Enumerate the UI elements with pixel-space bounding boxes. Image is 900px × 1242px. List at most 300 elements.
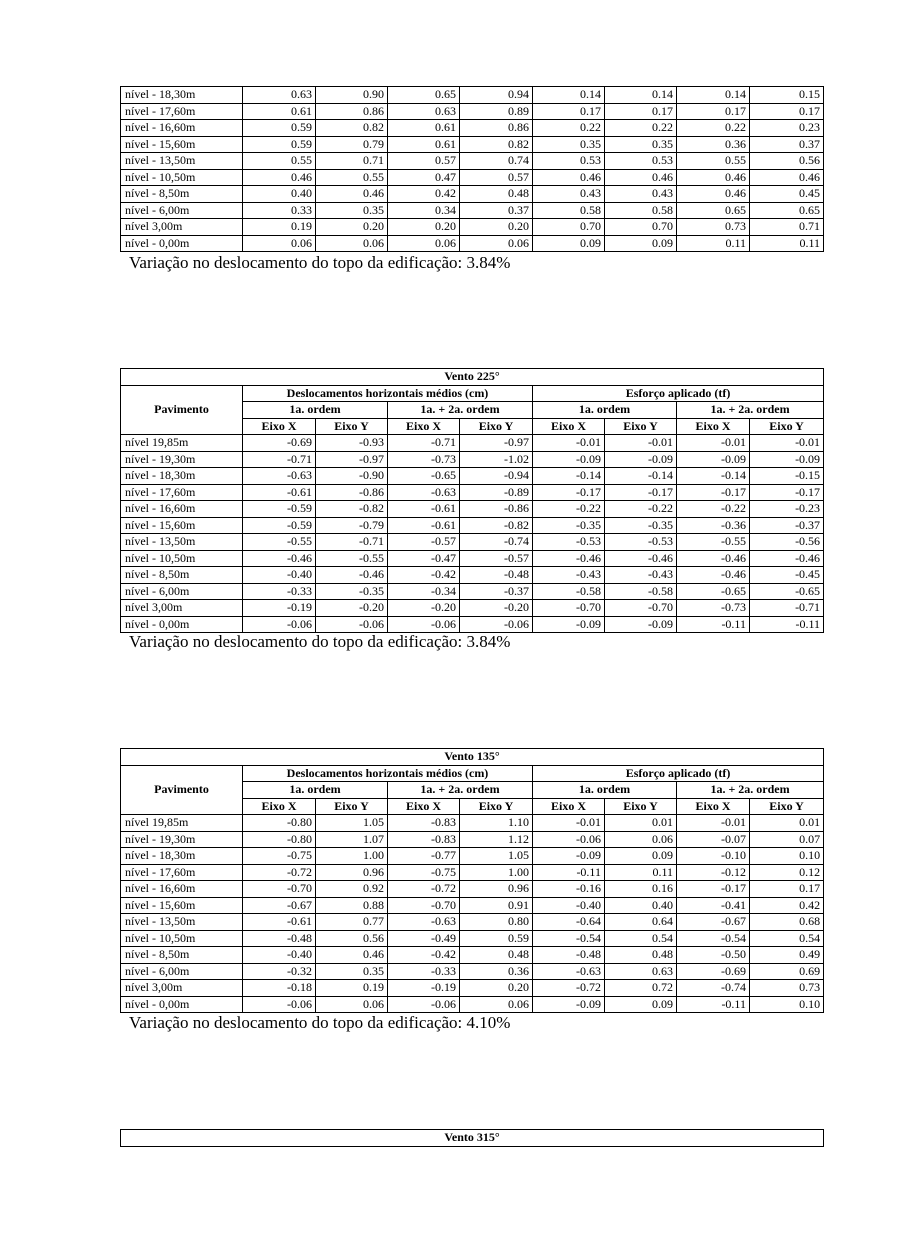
value-cell: -0.56 [750, 534, 824, 551]
table-row [121, 501, 824, 518]
value-cell: 0.36 [677, 136, 750, 153]
value-cell: -0.06 [388, 996, 460, 1013]
force-order1-header: 1a. ordem [533, 402, 677, 419]
table-row [121, 550, 824, 567]
value-cell: -0.09 [677, 451, 750, 468]
value-cell: 0.17 [605, 103, 677, 120]
value-cell: 0.71 [316, 153, 388, 170]
table-row [121, 583, 824, 600]
value-cell: 0.55 [677, 153, 750, 170]
value-cell: -0.46 [677, 550, 750, 567]
value-cell: 0.61 [388, 136, 460, 153]
value-cell: -0.69 [243, 435, 316, 452]
level-cell: nível - 15,60m [121, 517, 243, 534]
value-cell: -0.09 [605, 616, 677, 633]
value-cell: -0.19 [388, 980, 460, 997]
level-cell: nível 3,00m [121, 219, 243, 236]
value-cell: 0.10 [750, 996, 824, 1013]
axis-x-header: Eixo X [388, 798, 460, 815]
value-cell: 0.63 [388, 103, 460, 120]
value-cell: -0.01 [533, 815, 605, 832]
value-cell: 0.89 [460, 103, 533, 120]
value-cell: -0.65 [677, 583, 750, 600]
value-cell: 0.37 [460, 202, 533, 219]
value-cell: 0.61 [388, 120, 460, 137]
value-cell: -0.54 [533, 930, 605, 947]
value-cell: -0.63 [388, 914, 460, 931]
value-cell: -0.73 [388, 451, 460, 468]
value-cell: -0.22 [677, 501, 750, 518]
value-cell: -0.40 [243, 947, 316, 964]
value-cell: -0.46 [605, 550, 677, 567]
value-cell: 0.15 [750, 87, 824, 104]
value-cell: -0.53 [533, 534, 605, 551]
value-cell: -0.47 [388, 550, 460, 567]
top-displacement-variation-caption: Variação no deslocamento do topo da edificação: 3.84% [129, 253, 511, 272]
table-row [121, 136, 824, 153]
value-cell: -0.70 [533, 600, 605, 617]
value-cell: -0.01 [677, 435, 750, 452]
value-cell: -0.70 [243, 881, 316, 898]
axis-x-header: Eixo X [243, 418, 316, 435]
value-cell: -0.07 [677, 831, 750, 848]
axis-y-header: Eixo Y [605, 418, 677, 435]
value-cell: 1.00 [460, 864, 533, 881]
value-cell: -0.64 [533, 914, 605, 931]
value-cell: 0.54 [750, 930, 824, 947]
value-cell: 0.09 [605, 235, 677, 252]
level-cell: nível - 18,30m [121, 468, 243, 485]
value-cell: 0.46 [750, 169, 824, 186]
value-cell: -0.20 [460, 600, 533, 617]
value-cell: -0.48 [460, 567, 533, 584]
value-cell: -0.86 [460, 501, 533, 518]
value-cell: 0.23 [750, 120, 824, 137]
value-cell: -0.46 [533, 550, 605, 567]
value-cell: -0.82 [316, 501, 388, 518]
value-cell: 0.59 [243, 120, 316, 137]
value-cell: 0.42 [388, 186, 460, 203]
value-cell: 0.86 [316, 103, 388, 120]
value-cell: 0.17 [750, 881, 824, 898]
level-cell: nível - 17,60m [121, 864, 243, 881]
value-cell: -0.72 [243, 864, 316, 881]
table-row [121, 815, 824, 832]
value-cell: -0.15 [750, 468, 824, 485]
table-row [121, 864, 824, 881]
pavimento-header: Pavimento [121, 385, 243, 435]
table-row [121, 616, 824, 633]
level-cell: nível 19,85m [121, 815, 243, 832]
value-cell: -0.55 [316, 550, 388, 567]
value-cell: 0.46 [243, 169, 316, 186]
value-cell: -0.48 [243, 930, 316, 947]
value-cell: 0.48 [460, 186, 533, 203]
level-cell: nível - 13,50m [121, 914, 243, 931]
value-cell: -0.01 [605, 435, 677, 452]
level-cell: nível - 6,00m [121, 202, 243, 219]
value-cell: 0.46 [677, 186, 750, 203]
value-cell: -0.75 [243, 848, 316, 865]
level-cell: nível 3,00m [121, 980, 243, 997]
value-cell: -0.61 [243, 914, 316, 931]
value-cell: 0.71 [750, 219, 824, 236]
level-cell: nível - 0,00m [121, 996, 243, 1013]
value-cell: 0.73 [750, 980, 824, 997]
value-cell: -0.71 [316, 534, 388, 551]
table-row [121, 848, 824, 865]
value-cell: -0.93 [316, 435, 388, 452]
value-cell: 0.06 [388, 235, 460, 252]
value-cell: -0.54 [677, 930, 750, 947]
value-cell: -0.71 [243, 451, 316, 468]
value-cell: -0.06 [243, 616, 316, 633]
value-cell: 0.35 [316, 202, 388, 219]
value-cell: -0.82 [460, 517, 533, 534]
value-cell: -0.10 [677, 848, 750, 865]
value-cell: 0.36 [460, 963, 533, 980]
value-cell: 0.96 [316, 864, 388, 881]
value-cell: 0.49 [750, 947, 824, 964]
value-cell: 0.35 [533, 136, 605, 153]
level-cell: nível - 8,50m [121, 567, 243, 584]
value-cell: -0.77 [388, 848, 460, 865]
value-cell: -0.46 [243, 550, 316, 567]
level-cell: nível - 15,60m [121, 897, 243, 914]
value-cell: 0.17 [750, 103, 824, 120]
value-cell: -0.97 [316, 451, 388, 468]
displacement-table-continuation [120, 86, 824, 252]
value-cell: -0.58 [605, 583, 677, 600]
value-cell: 0.48 [460, 947, 533, 964]
value-cell: 0.82 [316, 120, 388, 137]
value-cell: -0.72 [533, 980, 605, 997]
value-cell: -0.67 [677, 914, 750, 931]
value-cell: 0.20 [460, 980, 533, 997]
table-row [121, 484, 824, 501]
value-cell: -0.09 [533, 616, 605, 633]
value-cell: -0.63 [243, 468, 316, 485]
value-cell: 0.92 [316, 881, 388, 898]
value-cell: -0.43 [533, 567, 605, 584]
value-cell: 0.40 [605, 897, 677, 914]
level-cell: nível - 18,30m [121, 87, 243, 104]
value-cell: 0.53 [605, 153, 677, 170]
level-cell: nível - 16,60m [121, 501, 243, 518]
value-cell: 1.10 [460, 815, 533, 832]
table-row [121, 468, 824, 485]
value-cell: 0.56 [750, 153, 824, 170]
axis-x-header: Eixo X [388, 418, 460, 435]
value-cell: -0.80 [243, 815, 316, 832]
disp-order1-header: 1a. ordem [243, 782, 388, 799]
value-cell: -0.43 [605, 567, 677, 584]
value-cell: -0.53 [605, 534, 677, 551]
value-cell: -0.86 [316, 484, 388, 501]
table-block-vento-225 [120, 368, 823, 633]
value-cell: 0.55 [243, 153, 316, 170]
value-cell: -0.35 [533, 517, 605, 534]
value-cell: -0.01 [750, 435, 824, 452]
value-cell: -0.50 [677, 947, 750, 964]
axis-x-header: Eixo X [677, 418, 750, 435]
axis-y-header: Eixo Y [750, 418, 824, 435]
level-cell: nível - 18,30m [121, 848, 243, 865]
value-cell: 0.46 [316, 947, 388, 964]
value-cell: -0.20 [316, 600, 388, 617]
value-cell: 0.56 [316, 930, 388, 947]
value-cell: 0.11 [605, 864, 677, 881]
value-cell: -0.70 [388, 897, 460, 914]
table-title: Vento 135° [121, 749, 824, 766]
value-cell: 0.82 [460, 136, 533, 153]
value-cell: 0.94 [460, 87, 533, 104]
value-cell: -0.55 [243, 534, 316, 551]
displacement-group-header: Deslocamentos horizontais médios (cm) [243, 385, 533, 402]
pavimento-header: Pavimento [121, 765, 243, 815]
table-row [121, 120, 824, 137]
axis-y-header: Eixo Y [460, 798, 533, 815]
value-cell: -0.65 [388, 468, 460, 485]
value-cell: -0.09 [533, 848, 605, 865]
axis-x-header: Eixo X [677, 798, 750, 815]
value-cell: 0.65 [388, 87, 460, 104]
table-row [121, 600, 824, 617]
value-cell: -0.61 [243, 484, 316, 501]
value-cell: -0.09 [605, 451, 677, 468]
axis-y-header: Eixo Y [750, 798, 824, 815]
value-cell: 0.48 [605, 947, 677, 964]
value-cell: -0.35 [316, 583, 388, 600]
value-cell: -0.80 [243, 831, 316, 848]
value-cell: -0.74 [677, 980, 750, 997]
table-row [121, 930, 824, 947]
level-cell: nível - 17,60m [121, 103, 243, 120]
value-cell: 0.17 [533, 103, 605, 120]
value-cell: -0.06 [243, 996, 316, 1013]
value-cell: -0.06 [316, 616, 388, 633]
value-cell: -0.33 [243, 583, 316, 600]
value-cell: 0.86 [460, 120, 533, 137]
value-cell: -0.59 [243, 501, 316, 518]
level-cell: nível - 19,30m [121, 831, 243, 848]
value-cell: -0.40 [243, 567, 316, 584]
value-cell: -0.06 [533, 831, 605, 848]
value-cell: 0.74 [460, 153, 533, 170]
value-cell: 0.54 [605, 930, 677, 947]
table-row [121, 87, 824, 104]
value-cell: -0.89 [460, 484, 533, 501]
value-cell: -0.17 [677, 881, 750, 898]
value-cell: -0.90 [316, 468, 388, 485]
level-cell: nível - 19,30m [121, 451, 243, 468]
value-cell: 0.73 [677, 219, 750, 236]
value-cell: 0.45 [750, 186, 824, 203]
value-cell: 0.22 [605, 120, 677, 137]
table-row [121, 567, 824, 584]
axis-y-header: Eixo Y [316, 798, 388, 815]
value-cell: -0.67 [243, 897, 316, 914]
value-cell: -0.65 [750, 583, 824, 600]
table-row [121, 963, 824, 980]
value-cell: -0.57 [460, 550, 533, 567]
table-row [121, 186, 824, 203]
value-cell: 0.59 [243, 136, 316, 153]
value-cell: 0.43 [533, 186, 605, 203]
level-cell: nível 19,85m [121, 435, 243, 452]
value-cell: 0.34 [388, 202, 460, 219]
table-block-continuation [120, 86, 823, 252]
value-cell: -0.42 [388, 567, 460, 584]
level-cell: nível - 0,00m [121, 616, 243, 633]
value-cell: 0.55 [316, 169, 388, 186]
axis-y-header: Eixo Y [316, 418, 388, 435]
disp-order12-header: 1a. + 2a. ordem [388, 782, 533, 799]
value-cell: 0.65 [677, 202, 750, 219]
table-row [121, 153, 824, 170]
force-order12-header: 1a. + 2a. ordem [677, 402, 824, 419]
disp-order1-header: 1a. ordem [243, 402, 388, 419]
value-cell: -0.57 [388, 534, 460, 551]
value-cell: 0.69 [750, 963, 824, 980]
value-cell: -0.35 [605, 517, 677, 534]
value-cell: -0.11 [677, 996, 750, 1013]
value-cell: -0.97 [460, 435, 533, 452]
value-cell: -0.61 [388, 517, 460, 534]
level-cell: nível - 17,60m [121, 484, 243, 501]
value-cell: -0.37 [750, 517, 824, 534]
value-cell: 0.63 [243, 87, 316, 104]
value-cell: -0.41 [677, 897, 750, 914]
value-cell: -0.70 [605, 600, 677, 617]
value-cell: 0.20 [460, 219, 533, 236]
table-block-vento-315 [120, 1129, 823, 1147]
value-cell: 0.09 [605, 848, 677, 865]
value-cell: -0.17 [533, 484, 605, 501]
value-cell: -0.83 [388, 815, 460, 832]
value-cell: 0.06 [243, 235, 316, 252]
value-cell: -0.33 [388, 963, 460, 980]
value-cell: 0.16 [605, 881, 677, 898]
axis-y-header: Eixo Y [605, 798, 677, 815]
value-cell: -0.01 [533, 435, 605, 452]
value-cell: 0.06 [605, 831, 677, 848]
value-cell: 0.37 [750, 136, 824, 153]
value-cell: -0.40 [533, 897, 605, 914]
value-cell: 0.22 [533, 120, 605, 137]
value-cell: -0.73 [677, 600, 750, 617]
value-cell: -0.48 [533, 947, 605, 964]
table-row [121, 202, 824, 219]
value-cell: 0.59 [460, 930, 533, 947]
disp-order12-header: 1a. + 2a. ordem [388, 402, 533, 419]
value-cell: 0.11 [750, 235, 824, 252]
table-row [121, 169, 824, 186]
top-displacement-variation-caption: Variação no deslocamento do topo da edificação: 3.84% [129, 632, 511, 651]
value-cell: -0.42 [388, 947, 460, 964]
value-cell: -0.14 [533, 468, 605, 485]
value-cell: -0.61 [388, 501, 460, 518]
value-cell: 0.46 [316, 186, 388, 203]
axis-x-header: Eixo X [533, 798, 605, 815]
value-cell: 0.20 [316, 219, 388, 236]
value-cell: 0.01 [605, 815, 677, 832]
value-cell: 0.14 [605, 87, 677, 104]
value-cell: -0.69 [677, 963, 750, 980]
level-cell: nível - 16,60m [121, 120, 243, 137]
value-cell: 0.35 [316, 963, 388, 980]
level-cell: nível - 16,60m [121, 881, 243, 898]
value-cell: 0.14 [677, 87, 750, 104]
table-row [121, 451, 824, 468]
value-cell: -0.49 [388, 930, 460, 947]
value-cell: -0.55 [677, 534, 750, 551]
value-cell: 0.90 [316, 87, 388, 104]
value-cell: 0.58 [533, 202, 605, 219]
value-cell: -0.19 [243, 600, 316, 617]
value-cell: -0.01 [677, 815, 750, 832]
axis-x-header: Eixo X [533, 418, 605, 435]
displacement-group-header: Deslocamentos horizontais médios (cm) [243, 765, 533, 782]
value-cell: 0.20 [388, 219, 460, 236]
table-title: Vento 315° [121, 1130, 824, 1147]
value-cell: 0.47 [388, 169, 460, 186]
level-cell: nível - 8,50m [121, 186, 243, 203]
value-cell: 0.72 [605, 980, 677, 997]
table-row [121, 980, 824, 997]
force-order1-header: 1a. ordem [533, 782, 677, 799]
value-cell: -1.02 [460, 451, 533, 468]
value-cell: -0.11 [677, 616, 750, 633]
force-group-header: Esforço aplicado (tf) [533, 385, 824, 402]
value-cell: -0.83 [388, 831, 460, 848]
value-cell: 0.43 [605, 186, 677, 203]
value-cell: 0.40 [243, 186, 316, 203]
level-cell: nível - 10,50m [121, 169, 243, 186]
displacement-table-vento-225 [120, 368, 824, 633]
value-cell: 0.79 [316, 136, 388, 153]
value-cell: 0.46 [533, 169, 605, 186]
value-cell: -0.22 [533, 501, 605, 518]
value-cell: 0.01 [750, 815, 824, 832]
level-cell: nível - 6,00m [121, 583, 243, 600]
displacement-table-vento-315 [120, 1129, 824, 1147]
value-cell: 0.22 [677, 120, 750, 137]
table-block-vento-135 [120, 748, 823, 1013]
level-cell: nível - 13,50m [121, 153, 243, 170]
value-cell: -0.46 [750, 550, 824, 567]
value-cell: 0.70 [605, 219, 677, 236]
value-cell: 0.19 [243, 219, 316, 236]
value-cell: 0.33 [243, 202, 316, 219]
value-cell: -0.63 [533, 963, 605, 980]
value-cell: 0.57 [460, 169, 533, 186]
value-cell: 0.09 [605, 996, 677, 1013]
value-cell: -0.11 [533, 864, 605, 881]
value-cell: -0.06 [388, 616, 460, 633]
value-cell: -0.09 [750, 451, 824, 468]
value-cell: 0.14 [533, 87, 605, 104]
value-cell: 0.07 [750, 831, 824, 848]
table-title: Vento 225° [121, 369, 824, 386]
level-cell: nível - 10,50m [121, 930, 243, 947]
value-cell: -0.75 [388, 864, 460, 881]
value-cell: 0.70 [533, 219, 605, 236]
table-row [121, 534, 824, 551]
table-row [121, 103, 824, 120]
value-cell: -0.72 [388, 881, 460, 898]
value-cell: 0.77 [316, 914, 388, 931]
